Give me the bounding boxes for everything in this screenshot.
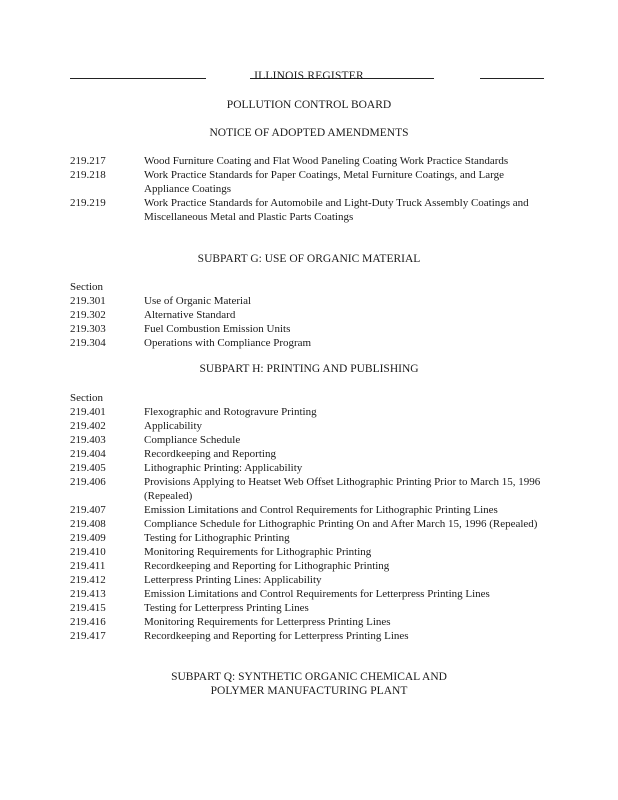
section-number: 219.406 <box>70 476 106 488</box>
list-item <box>70 461 550 475</box>
section-title: Fuel Combustion Emission Units <box>144 323 291 335</box>
subpart-q-heading-line2: POLYMER MANUFACTURING PLANT <box>210 685 408 697</box>
register-title: ILLINOIS REGISTER <box>254 70 364 82</box>
section-title: Lithographic Printing: Applicability <box>144 462 303 474</box>
list-item <box>70 475 550 503</box>
section-title: Use of Organic Material <box>144 295 252 307</box>
list-item <box>70 545 550 559</box>
subpart-q-heading-line1: SUBPART Q: SYNTHETIC ORGANIC CHEMICAL AND <box>171 671 447 683</box>
section-title: Flexographic and Rotogravure Printing <box>144 406 317 418</box>
section-title: Compliance Schedule for Lithographic Printing On and After March 15, 1996 (Repealed) <box>144 518 538 530</box>
section-number: 219.403 <box>70 434 106 446</box>
top-entries-list <box>70 154 550 224</box>
list-item <box>70 433 550 447</box>
section-number: 219.407 <box>70 504 106 516</box>
section-title: Wood Furniture Coating and Flat Wood Paneling Coating Work Practice Standards <box>144 155 509 167</box>
section-number: 219.412 <box>70 574 106 586</box>
list-item <box>70 517 550 531</box>
subpart-h-list <box>70 391 550 643</box>
list-item <box>70 294 550 308</box>
subpart-g-heading: SUBPART G: USE OF ORGANIC MATERIAL <box>197 253 421 265</box>
section-title: Alternative Standard <box>144 309 236 321</box>
section-title: Testing for Letterpress Printing Lines <box>144 602 309 614</box>
section-number: 219.217 <box>70 155 106 167</box>
subpart-h-heading: SUBPART H: PRINTING AND PUBLISHING <box>199 363 419 375</box>
section-number: 219.417 <box>70 630 106 642</box>
section-column-label: Section <box>70 281 103 293</box>
section-number: 219.415 <box>70 602 106 614</box>
section-title: Work Practice Standards for Paper Coatings, Metal Furniture Coatings, and Large Appliance Coatings <box>144 169 504 195</box>
section-number: 219.408 <box>70 518 106 530</box>
section-title: Monitoring Requirements for Letterpress Printing Lines <box>144 616 391 628</box>
list-item <box>70 154 550 168</box>
section-title: Emission Limitations and Control Requirements for Lithographic Printing Lines <box>144 504 498 516</box>
list-item <box>70 419 550 433</box>
list-item <box>70 587 550 601</box>
list-item <box>70 336 550 350</box>
list-item <box>70 405 550 419</box>
section-title: Emission Limitations and Control Requirements for Letterpress Printing Lines <box>144 588 490 600</box>
list-item <box>70 559 550 573</box>
section-title: Compliance Schedule <box>144 434 241 446</box>
list-item <box>70 322 550 336</box>
section-number: 219.304 <box>70 337 106 349</box>
section-title: Monitoring Requirements for Lithographic Printing <box>144 546 372 558</box>
section-title: Work Practice Standards for Automobile and Light-Duty Truck Assembly Coatings and Miscellaneous Metal and Plastic Parts Coatings <box>144 197 529 223</box>
section-number: 219.404 <box>70 448 106 460</box>
list-item <box>70 168 550 196</box>
section-number: 219.411 <box>70 560 106 572</box>
section-number: 219.219 <box>70 197 106 209</box>
section-number: 219.401 <box>70 406 106 418</box>
section-title: Testing for Lithographic Printing <box>144 532 290 544</box>
list-item <box>70 503 550 517</box>
section-number: 219.416 <box>70 616 106 628</box>
section-number: 219.402 <box>70 420 106 432</box>
list-item <box>70 615 550 629</box>
section-title: Recordkeeping and Reporting <box>144 448 276 460</box>
section-number: 219.303 <box>70 323 106 335</box>
section-title: Provisions Applying to Heatset Web Offset Lithographic Printing Prior to March 15, 1996 (Repealed) <box>144 476 541 502</box>
list-item <box>70 196 550 224</box>
list-item <box>70 601 550 615</box>
section-number: 219.218 <box>70 169 106 181</box>
section-title: Operations with Compliance Program <box>144 337 312 349</box>
section-column-label: Section <box>70 392 103 404</box>
section-title: Recordkeeping and Reporting for Letterpress Printing Lines <box>144 630 409 642</box>
section-number: 219.405 <box>70 462 106 474</box>
list-item <box>70 531 550 545</box>
board-name: POLLUTION CONTROL BOARD <box>226 99 392 111</box>
section-number: 219.301 <box>70 295 106 307</box>
list-item <box>70 447 550 461</box>
section-number: 219.410 <box>70 546 106 558</box>
section-number: 219.302 <box>70 309 106 321</box>
notice-title: NOTICE OF ADOPTED AMENDMENTS <box>209 127 409 139</box>
section-number: 219.409 <box>70 532 106 544</box>
list-item <box>70 629 550 643</box>
subpart-g-list <box>70 280 550 350</box>
section-title: Recordkeeping and Reporting for Lithographic Printing <box>144 560 390 572</box>
list-item <box>70 573 550 587</box>
section-number: 219.413 <box>70 588 106 600</box>
section-title: Applicability <box>144 420 203 432</box>
section-title: Letterpress Printing Lines: Applicability <box>144 574 322 586</box>
list-item <box>70 308 550 322</box>
